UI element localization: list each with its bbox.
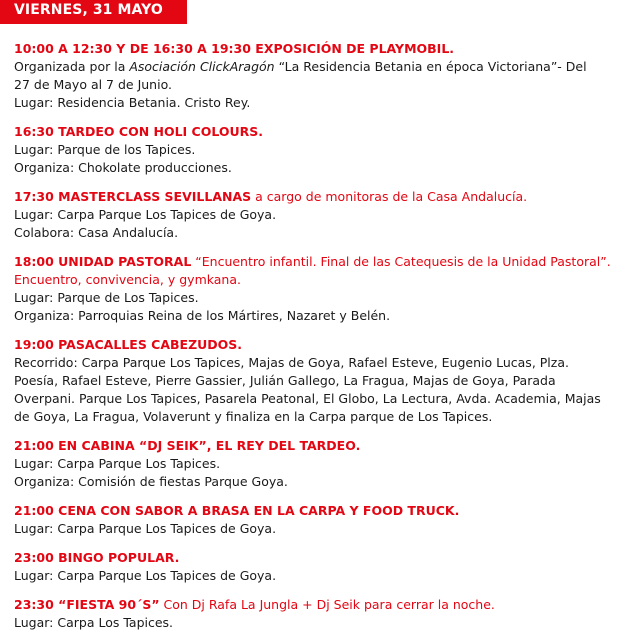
- event-subtitle-continued: Encuentro, convivencia, y gymkana.: [14, 272, 241, 287]
- event-subtitle: Con Dj Rafa La Jungla + Dj Seik para cerrar la noche.: [159, 597, 495, 612]
- event-title: 17:30 MASTERCLASS SEVILLANAS: [14, 189, 252, 204]
- organizer-prefix: Organizada por la: [14, 59, 130, 74]
- event-subtitle: “Encuentro infantil. Final de las Catequesis de la Unidad Pastoral”.: [191, 254, 611, 269]
- event-location: Lugar: Residencia Betania. Cristo Rey.: [14, 95, 251, 110]
- event-location: Lugar: Carpa Parque Los Tapices de Goya.: [14, 568, 277, 583]
- event-title: 16:30 TARDEO CON HOLI COLOURS.: [14, 124, 264, 139]
- event-playmobil: [14, 40, 618, 112]
- event-location: Lugar: Parque de los Tapices.: [14, 142, 196, 157]
- event-organizer: Organiza: Comisión de fiestas Parque Goya.: [14, 474, 288, 489]
- event-route-line: Poesía, Rafael Esteve, Pierre Gassier, Julián Gallego, La Fragua, Majas de Goya, Parada: [14, 373, 556, 388]
- event-masterclass: [14, 188, 618, 242]
- date-banner: [0, 0, 187, 24]
- organizer-description: “La Residencia Betania en época Victoriana”- Del: [274, 59, 587, 74]
- event-title: 18:00 UNIDAD PASTORAL: [14, 254, 192, 269]
- event-location: Lugar: Parque de Los Tapices.: [14, 290, 199, 305]
- event-subtitle: a cargo de monitoras de la Casa Andalucía.: [251, 189, 528, 204]
- event-location: Lugar: Carpa Parque Los Tapices de Goya.: [14, 521, 277, 536]
- event-organizer-line: [14, 58, 618, 76]
- event-heading: [14, 596, 618, 614]
- event-unidad-pastoral: [14, 253, 618, 325]
- event-heading: [14, 188, 618, 206]
- event-pasacalles: [14, 336, 618, 426]
- event-route-line: de Goya, La Fragua, Volaverunt y finaliza en la Carpa parque de Los Tapices.: [14, 409, 493, 424]
- event-route-line: Overpani. Parque Los Tapices, Pasarela Peatonal, El Globo, La Lectura, Avda. Academia, Majas: [14, 391, 601, 406]
- event-title: 19:00 PASACALLES CABEZUDOS.: [14, 337, 243, 352]
- event-location: Lugar: Carpa Los Tapices.: [14, 615, 174, 630]
- event-collaborator: Colabora: Casa Andalucía.: [14, 225, 179, 240]
- event-title: 23:00 BINGO POPULAR.: [14, 550, 180, 565]
- event-route-line: Recorrido: Carpa Parque Los Tapices, Majas de Goya, Rafael Esteve, Eugenio Lucas, Plza.: [14, 355, 569, 370]
- event-fiesta-90s: [14, 596, 618, 632]
- event-title: 21:00 EN CABINA “DJ SEIK”, EL REY DEL TARDEO.: [14, 438, 361, 453]
- event-dates: 27 de Mayo al 7 de Junio.: [14, 77, 172, 92]
- event-bingo: [14, 549, 618, 585]
- event-organizer: Organiza: Chokolate producciones.: [14, 160, 232, 175]
- event-organizer: Organiza: Parroquias Reina de los Mártires, Nazaret y Belén.: [14, 308, 391, 323]
- organizer-name: Asociación ClickAragón: [129, 59, 275, 74]
- event-list: [14, 40, 618, 643]
- event-location: Lugar: Carpa Parque Los Tapices de Goya.: [14, 207, 277, 222]
- event-title: 10:00 A 12:30 Y DE 16:30 A 19:30 EXPOSICIÓN DE PLAYMOBIL.: [14, 41, 455, 56]
- event-title: 23:30 “FIESTA 90´S”: [14, 597, 160, 612]
- event-location: Lugar: Carpa Parque Los Tapices.: [14, 456, 221, 471]
- event-dj-seik: [14, 437, 618, 491]
- date-label: VIERNES, 31 MAYO: [14, 2, 163, 18]
- event-title: 21:00 CENA CON SABOR A BRASA EN LA CARPA Y FOOD TRUCK.: [14, 503, 460, 518]
- event-heading: [14, 253, 618, 271]
- event-cena-brasa: [14, 502, 618, 538]
- event-tardeo-holi: [14, 123, 618, 177]
